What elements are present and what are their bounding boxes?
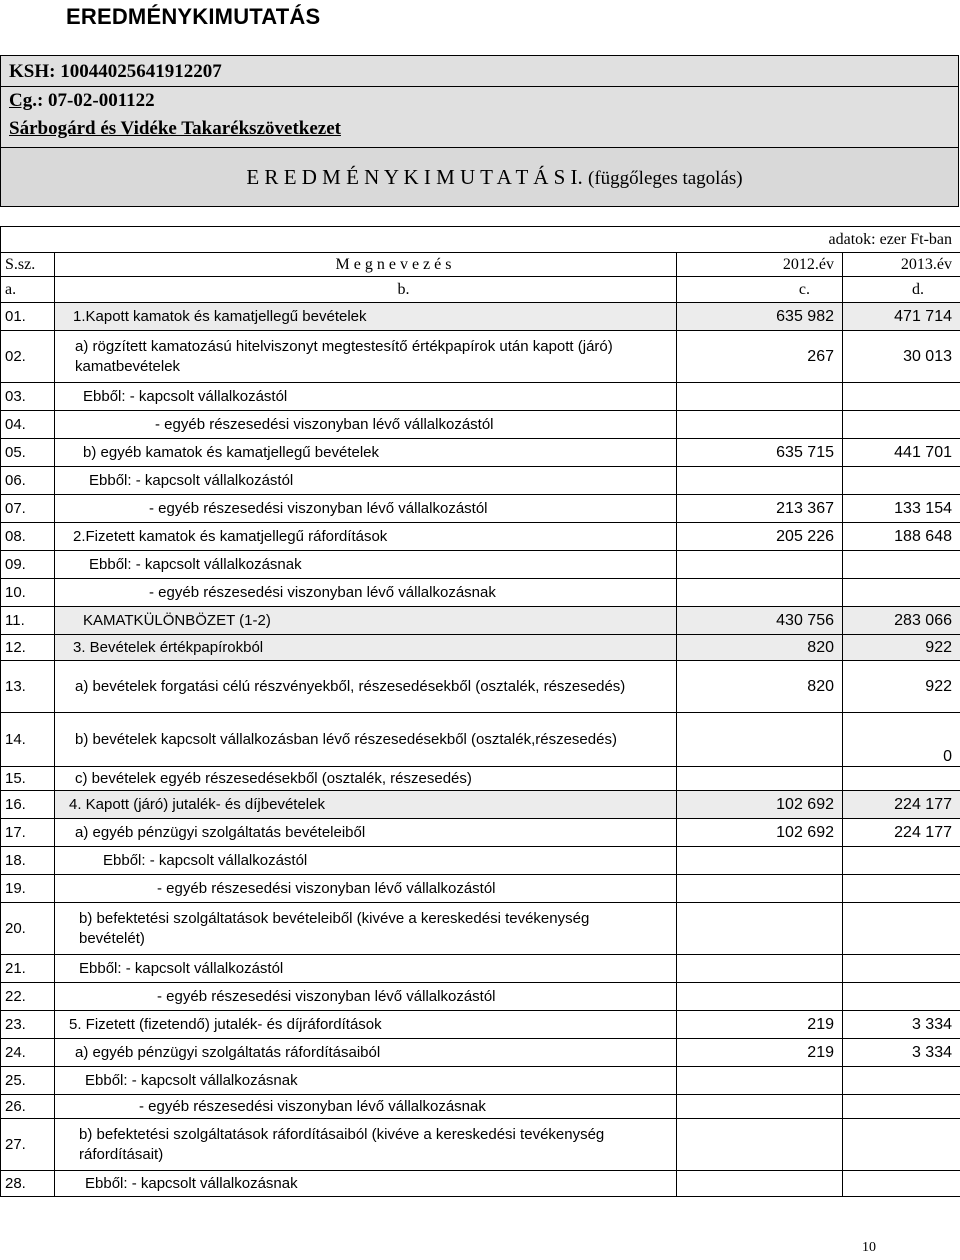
statement-title-bar <box>1 147 958 206</box>
row-number: 09. <box>1 551 55 579</box>
row-label: b) bevételek kapcsolt vállalkozásban lévő részesedésekből (osztalék,részesedés) <box>55 713 677 767</box>
table-row <box>1 1171 960 1197</box>
value-2013: 922 <box>843 661 960 713</box>
row-label: Ebből: - kapcsolt vállalkozástól <box>55 955 677 983</box>
value-2013: 188 648 <box>843 523 960 551</box>
row-label: Ebből: - kapcsolt vállalkozástól <box>55 383 677 411</box>
value-2012 <box>677 847 843 875</box>
table-row <box>1 383 960 411</box>
table-row <box>1 1039 960 1067</box>
value-2013 <box>843 875 960 903</box>
units-label: adatok: ezer Ft-ban <box>1 227 960 253</box>
value-2013 <box>843 983 960 1011</box>
page-number: 10 <box>862 1240 876 1255</box>
value-2012: 102 692 <box>677 819 843 847</box>
value-2013: 133 154 <box>843 495 960 523</box>
row-label: c) bevételek egyéb részesedésekből (osztalék, részesedés) <box>55 767 677 791</box>
statement-subtitle: (függőleges tagolás) <box>588 168 743 189</box>
table-row <box>1 439 960 467</box>
row-label: KAMATKÜLÖNBÖZET (1-2) <box>55 607 677 635</box>
value-2012 <box>677 875 843 903</box>
row-label: b) befektetési szolgáltatások ráfordításaiból (kivéve a kereskedési tevékenység ráfordításait) <box>55 1119 677 1171</box>
column-header-row <box>1 253 960 277</box>
row-label: 5. Fizetett (fizetendő) jutalék- és díjráfordítások <box>55 1011 677 1039</box>
row-label: a) bevételek forgatási célú részvényekből, részesedésekből (osztalék, részesedés) <box>55 661 677 713</box>
value-2013 <box>843 955 960 983</box>
table-row <box>1 983 960 1011</box>
value-2012: 430 756 <box>677 607 843 635</box>
table-row <box>1 551 960 579</box>
row-number: 13. <box>1 661 55 713</box>
row-number: 23. <box>1 1011 55 1039</box>
value-2013: 283 066 <box>843 607 960 635</box>
value-2012 <box>677 467 843 495</box>
column-letter-row <box>1 277 960 303</box>
value-2012 <box>677 1171 843 1197</box>
row-number: 24. <box>1 1039 55 1067</box>
table-row <box>1 303 960 331</box>
row-label: Ebből: - kapcsolt vállalkozástól <box>55 847 677 875</box>
value-2013 <box>843 579 960 607</box>
table-row <box>1 635 960 661</box>
row-label: Ebből: - kapcsolt vállalkozásnak <box>55 551 677 579</box>
row-label: Ebből: - kapcsolt vállalkozásnak <box>55 1171 677 1197</box>
table-row <box>1 767 960 791</box>
value-2012: 820 <box>677 661 843 713</box>
value-2012: 267 <box>677 331 843 383</box>
table-row <box>1 903 960 955</box>
value-2013 <box>843 847 960 875</box>
row-number: 15. <box>1 767 55 791</box>
row-number: 08. <box>1 523 55 551</box>
row-number: 16. <box>1 791 55 819</box>
value-2013: 441 701 <box>843 439 960 467</box>
value-2013 <box>843 903 960 955</box>
row-number: 21. <box>1 955 55 983</box>
row-number: 05. <box>1 439 55 467</box>
value-2013: 30 013 <box>843 331 960 383</box>
table-row <box>1 331 960 383</box>
value-2013: 3 334 <box>843 1011 960 1039</box>
row-label: Ebből: - kapcsolt vállalkozástól <box>55 467 677 495</box>
value-2013 <box>843 467 960 495</box>
units-row <box>1 227 960 253</box>
value-2013 <box>843 1095 960 1119</box>
row-label: 2.Fizetett kamatok és kamatjellegű ráfordítások <box>55 523 677 551</box>
row-number: 20. <box>1 903 55 955</box>
table-row <box>1 1119 960 1171</box>
col-2012: 2012.év <box>677 253 843 277</box>
value-2012: 820 <box>677 635 843 661</box>
col-2013: 2013.év <box>843 253 960 277</box>
letter-a: a. <box>1 277 55 303</box>
row-label: - egyéb részesedési viszonyban lévő vállalkozástól <box>55 495 677 523</box>
table-row <box>1 1095 960 1119</box>
row-number: 02. <box>1 331 55 383</box>
row-number: 03. <box>1 383 55 411</box>
row-label: - egyéb részesedési viszonyban lévő vállalkozástól <box>55 875 677 903</box>
row-label: - egyéb részesedési viszonyban lévő vállalkozástól <box>55 411 677 439</box>
value-2012 <box>677 713 843 767</box>
value-2012: 102 692 <box>677 791 843 819</box>
col-ssz: S.sz. <box>1 253 55 277</box>
value-2012 <box>677 383 843 411</box>
value-2013: 224 177 <box>843 791 960 819</box>
value-2013 <box>843 1119 960 1171</box>
value-2012 <box>677 1067 843 1095</box>
row-number: 11. <box>1 607 55 635</box>
row-number: 12. <box>1 635 55 661</box>
row-label: a) egyéb pénzügyi szolgáltatás ráfordításaiból <box>55 1039 677 1067</box>
value-2013 <box>843 551 960 579</box>
letter-d: d. <box>843 277 960 303</box>
value-2013 <box>843 383 960 411</box>
table-row <box>1 523 960 551</box>
row-number: 10. <box>1 579 55 607</box>
cg-number <box>9 87 958 115</box>
value-2012 <box>677 1119 843 1171</box>
value-2013: 0 <box>843 713 960 767</box>
table-row <box>1 411 960 439</box>
value-2012: 205 226 <box>677 523 843 551</box>
row-label: a) egyéb pénzügyi szolgáltatás bevételeiből <box>55 819 677 847</box>
value-2013: 471 714 <box>843 303 960 331</box>
value-2012 <box>677 983 843 1011</box>
header-box <box>0 55 959 207</box>
row-label: b) egyéb kamatok és kamatjellegű bevételek <box>55 439 677 467</box>
table-row <box>1 607 960 635</box>
value-2013: 922 <box>843 635 960 661</box>
row-label: Ebből: - kapcsolt vállalkozásnak <box>55 1067 677 1095</box>
value-2012: 635 715 <box>677 439 843 467</box>
value-2012 <box>677 579 843 607</box>
document-title: EREDMÉNYKIMUTATÁS <box>66 4 321 29</box>
value-2013: 224 177 <box>843 819 960 847</box>
cg-prefix: Cg <box>9 90 33 111</box>
row-number: 28. <box>1 1171 55 1197</box>
value-2013 <box>843 1171 960 1197</box>
row-label: 1.Kapott kamatok és kamatjellegű bevételek <box>55 303 677 331</box>
table-row <box>1 713 960 767</box>
row-number: 07. <box>1 495 55 523</box>
value-2012 <box>677 551 843 579</box>
value-2013 <box>843 411 960 439</box>
cg-rest: .: 07-02-001122 <box>32 90 155 111</box>
row-number: 26. <box>1 1095 55 1119</box>
table-row <box>1 661 960 713</box>
col-name: M e g n e v e z é s <box>55 253 677 277</box>
value-2012 <box>677 767 843 791</box>
table-row <box>1 579 960 607</box>
row-number: 19. <box>1 875 55 903</box>
table-row <box>1 495 960 523</box>
row-number: 04. <box>1 411 55 439</box>
ksh-number: KSH: 10044025641912207 <box>1 58 958 87</box>
row-number: 18. <box>1 847 55 875</box>
letter-c: c. <box>677 277 843 303</box>
row-label: - egyéb részesedési viszonyban lévő vállalkozástól <box>55 983 677 1011</box>
income-statement-table <box>0 226 960 1197</box>
table-row <box>1 875 960 903</box>
row-label: b) befektetési szolgáltatások bevételeiből (kivéve a kereskedési tevékenység bevételét) <box>55 903 677 955</box>
table-row <box>1 1067 960 1095</box>
row-number: 25. <box>1 1067 55 1095</box>
row-label: - egyéb részesedési viszonyban lévő vállalkozásnak <box>55 1095 677 1119</box>
value-2012 <box>677 955 843 983</box>
institution-name: Sárbogárd és Vidéke Takarékszövetkezet <box>9 118 341 139</box>
row-number: 06. <box>1 467 55 495</box>
row-number: 22. <box>1 983 55 1011</box>
row-label: 4. Kapott (járó) jutalék- és díjbevételek <box>55 791 677 819</box>
value-2012 <box>677 1095 843 1119</box>
value-2012: 635 982 <box>677 303 843 331</box>
value-2013: 3 334 <box>843 1039 960 1067</box>
table-row <box>1 819 960 847</box>
value-2012: 213 367 <box>677 495 843 523</box>
value-2013 <box>843 1067 960 1095</box>
value-2012 <box>677 411 843 439</box>
table-row <box>1 1011 960 1039</box>
table-row <box>1 955 960 983</box>
header-info <box>1 56 958 147</box>
value-2013 <box>843 767 960 791</box>
row-number: 17. <box>1 819 55 847</box>
row-label: a) rögzített kamatozású hitelviszonyt megtestesítő értékpapírok után kapott (járó) kamatbevételek <box>55 331 677 383</box>
value-2012 <box>677 903 843 955</box>
row-number: 27. <box>1 1119 55 1171</box>
row-label: 3. Bevételek értékpapírokból <box>55 635 677 661</box>
row-number: 14. <box>1 713 55 767</box>
table-row <box>1 847 960 875</box>
statement-title: E R E D M É N Y K I M U T A T Á S I. <box>246 165 583 189</box>
value-2012: 219 <box>677 1011 843 1039</box>
letter-b: b. <box>55 277 677 303</box>
row-number: 01. <box>1 303 55 331</box>
row-label: - egyéb részesedési viszonyban lévő vállalkozásnak <box>55 579 677 607</box>
table-row <box>1 467 960 495</box>
value-2012: 219 <box>677 1039 843 1067</box>
table-row <box>1 791 960 819</box>
